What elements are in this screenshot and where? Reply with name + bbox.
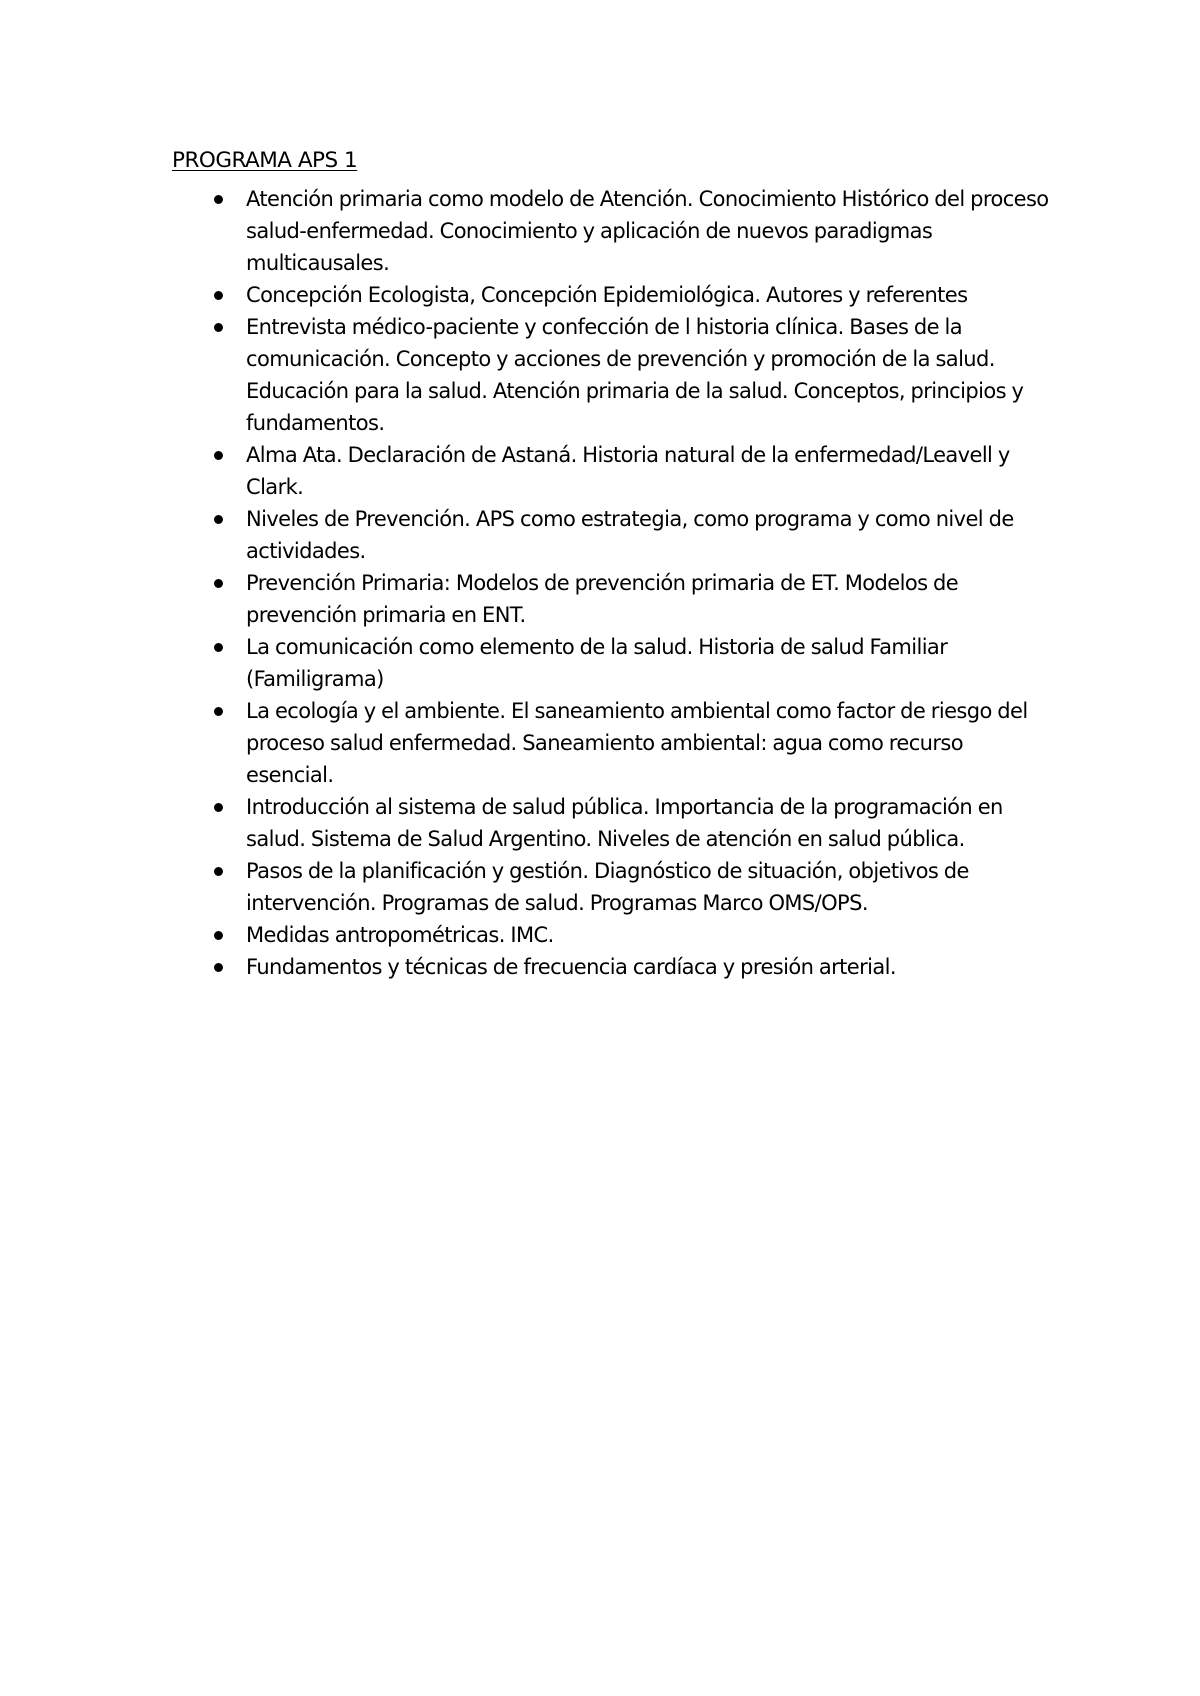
list-item bbox=[172, 855, 1052, 919]
list-item-text: Medidas antropométricas. IMC. bbox=[246, 923, 554, 947]
list-item bbox=[172, 279, 1052, 311]
list-item bbox=[172, 183, 1052, 279]
list-item-text: Prevención Primaria: Modelos de prevención primaria de ET. Modelos de prevención primaria en ENT. bbox=[246, 571, 959, 627]
list-item bbox=[172, 791, 1052, 855]
list-item-text: Niveles de Prevención. APS como estrategia, como programa y como nivel de actividades. bbox=[246, 507, 1014, 563]
list-item-text: La ecología y el ambiente. El saneamiento ambiental como factor de riesgo del proceso salud enfermedad. Saneamiento ambiental: agua como recurso esencial. bbox=[246, 699, 1028, 787]
list-item-text: Pasos de la planificación y gestión. Diagnóstico de situación, objetivos de intervención. Programas de salud. Programas Marco OMS/OPS. bbox=[246, 859, 969, 915]
list-item-text: Fundamentos y técnicas de frecuencia cardíaca y presión arterial. bbox=[246, 955, 896, 979]
list-item bbox=[172, 311, 1052, 439]
list-item bbox=[172, 567, 1052, 631]
bullet-icon bbox=[214, 643, 223, 652]
document-title: PROGRAMA APS 1 bbox=[172, 148, 358, 173]
list-item-text: Alma Ata. Declaración de Astaná. Historia natural de la enfermedad/Leavell y Clark. bbox=[246, 443, 1010, 499]
bullet-icon bbox=[214, 579, 223, 588]
bullet-icon bbox=[214, 195, 223, 204]
topic-list bbox=[172, 183, 1052, 983]
list-item bbox=[172, 439, 1052, 503]
list-item-text: Entrevista médico-paciente y confección de l historia clínica. Bases de la comunicación. Concepto y acciones de prevención y promoción de la salud. Educación para la salud. Atención primaria de la salud. Conceptos, principios y fundamentos. bbox=[246, 315, 1024, 435]
bullet-icon bbox=[214, 515, 223, 524]
list-item-text: La comunicación como elemento de la salud. Historia de salud Familiar (Familigrama) bbox=[246, 635, 948, 691]
bullet-icon bbox=[214, 323, 223, 332]
bullet-icon bbox=[214, 451, 223, 460]
list-item-text: Introducción al sistema de salud pública. Importancia de la programación en salud. Sistema de Salud Argentino. Niveles de atención en salud pública. bbox=[246, 795, 1003, 851]
list-item-text: Concepción Ecologista, Concepción Epidemiológica. Autores y referentes bbox=[246, 283, 968, 307]
list-item bbox=[172, 951, 1052, 983]
bullet-icon bbox=[214, 931, 223, 940]
bullet-icon bbox=[214, 803, 223, 812]
list-item bbox=[172, 631, 1052, 695]
list-item-text: Atención primaria como modelo de Atención. Conocimiento Histórico del proceso salud-enfermedad. Conocimiento y aplicación de nuevos paradigmas multicausales. bbox=[246, 187, 1049, 275]
list-item bbox=[172, 695, 1052, 791]
bullet-icon bbox=[214, 707, 223, 716]
document-body bbox=[172, 145, 1052, 983]
list-item bbox=[172, 503, 1052, 567]
bullet-icon bbox=[214, 963, 223, 972]
bullet-icon bbox=[214, 291, 223, 300]
list-item bbox=[172, 919, 1052, 951]
bullet-icon bbox=[214, 867, 223, 876]
